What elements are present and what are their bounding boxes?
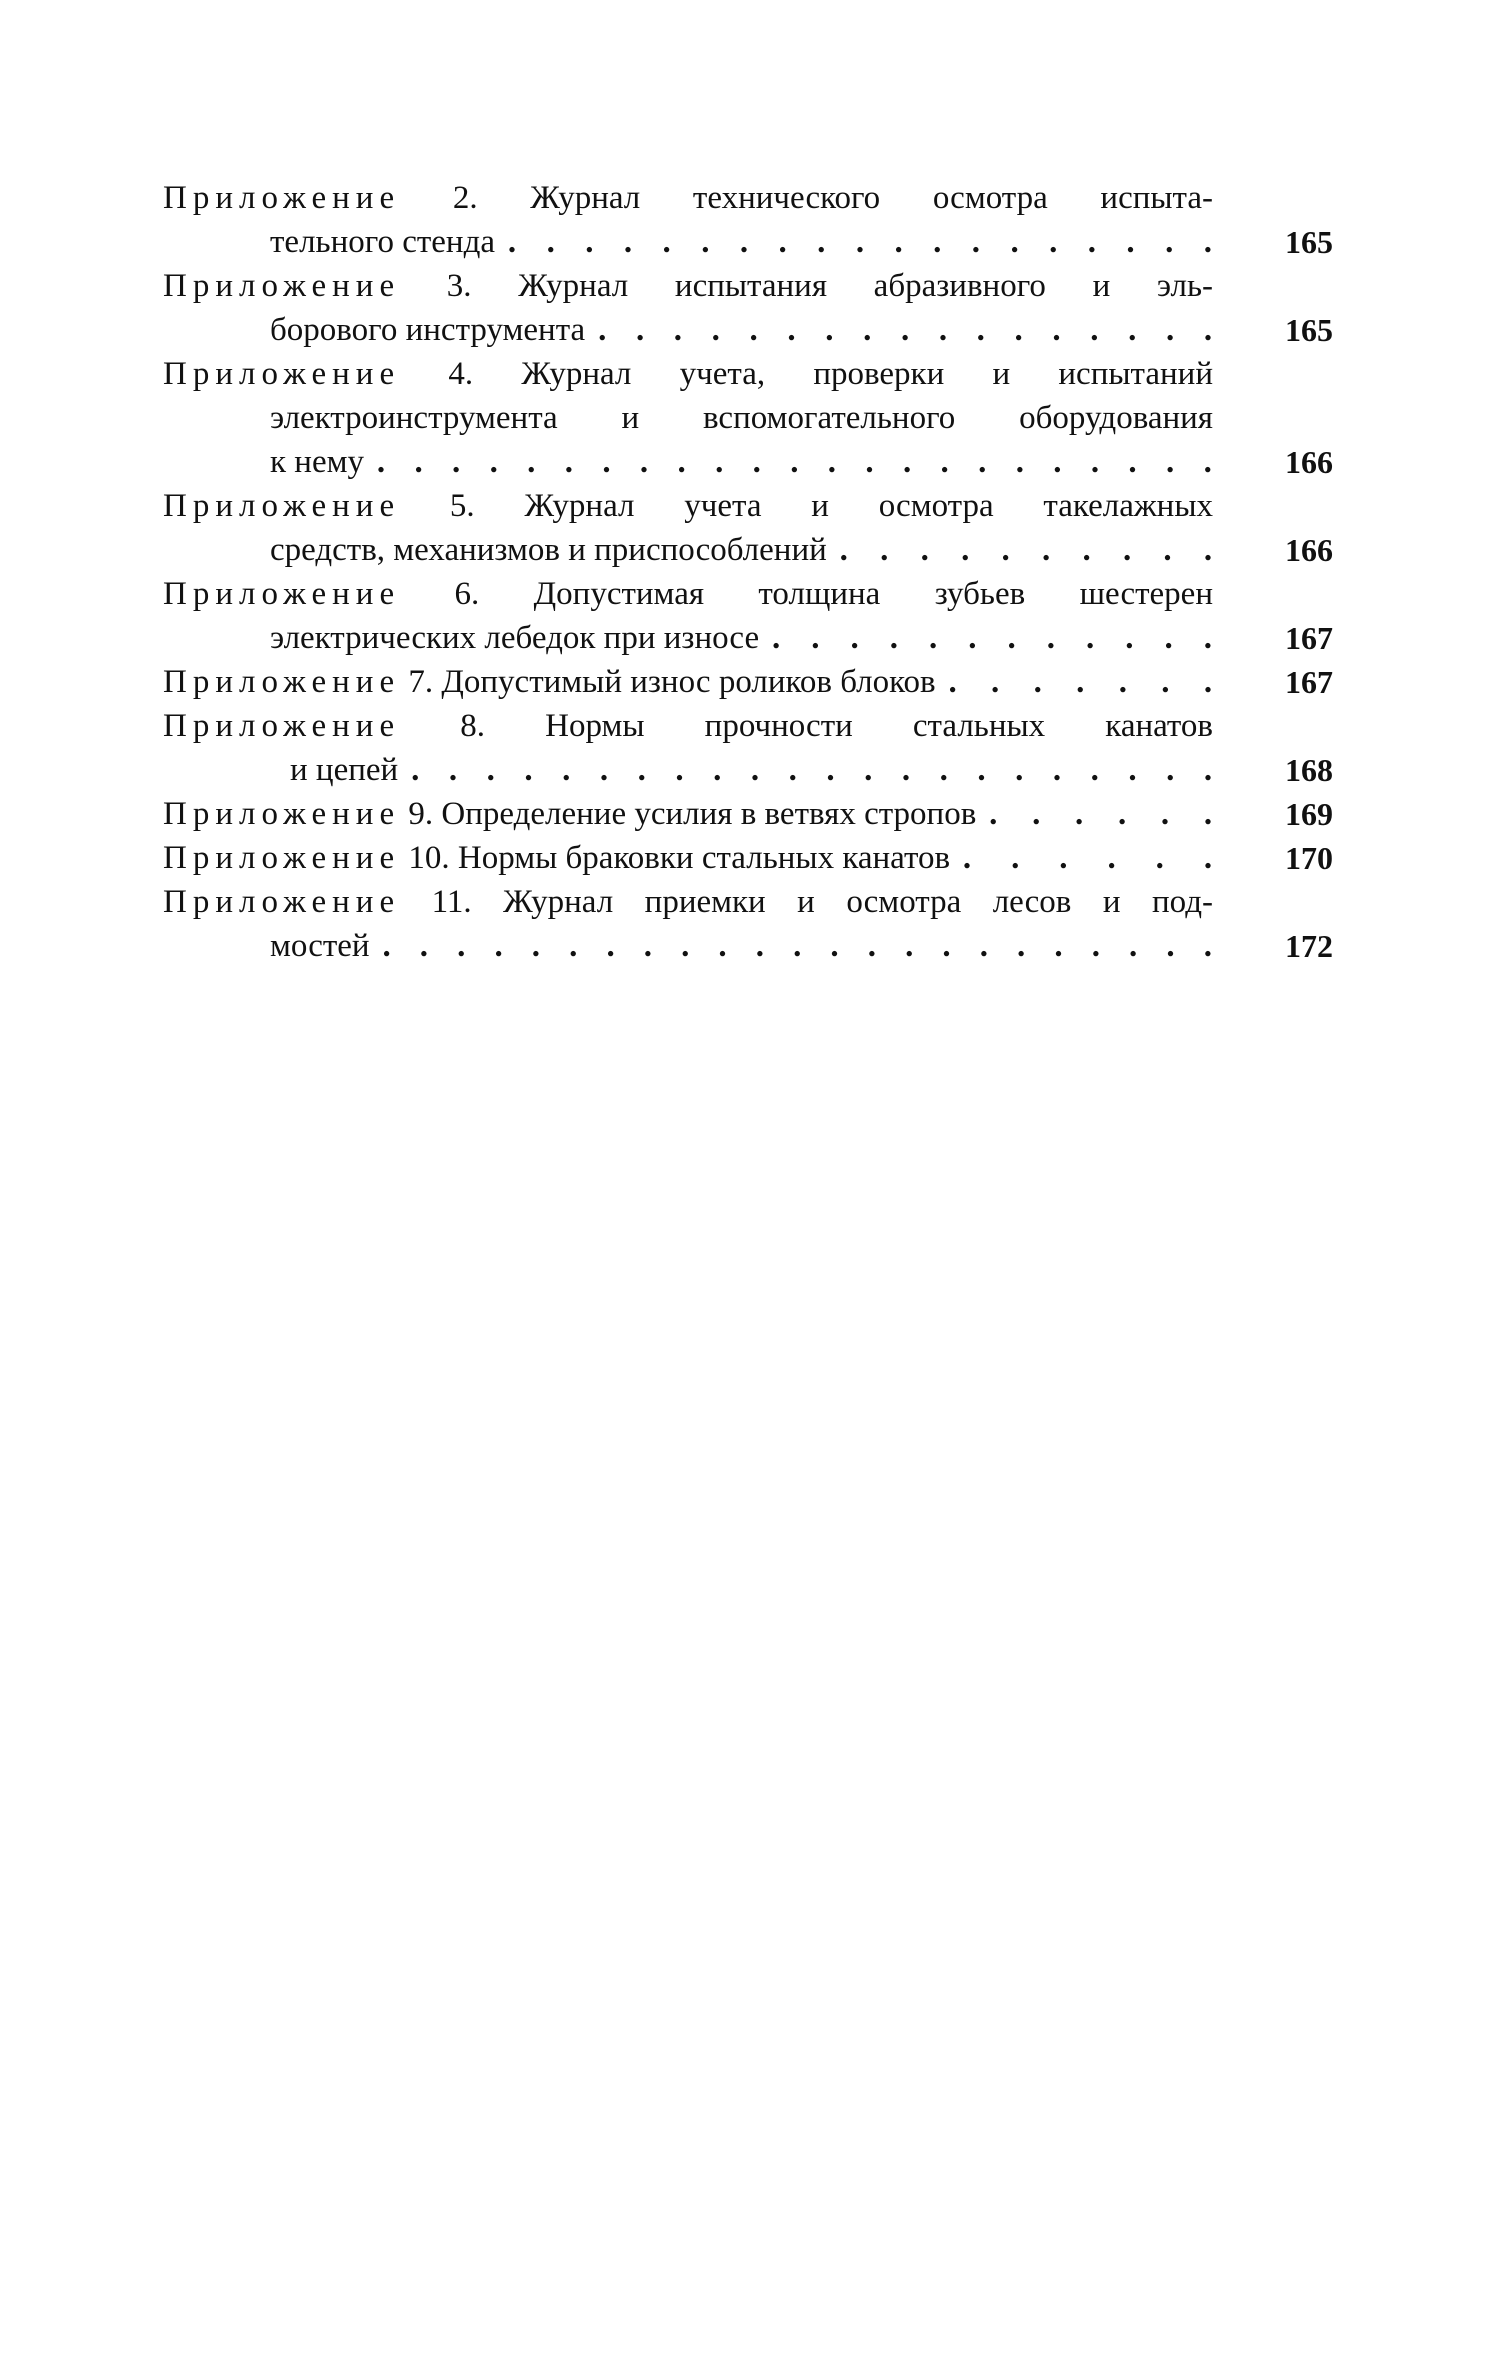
toc-entry-title-line: и цепей — [290, 752, 399, 788]
toc-page-number: 166 — [1285, 532, 1333, 568]
leader-dot: . — [1122, 532, 1132, 568]
leader-dot: . — [790, 444, 799, 480]
toc-entry-prefix: Приложение — [163, 796, 401, 832]
leader-dot: . — [1033, 664, 1042, 700]
leader-dot: . — [1082, 532, 1091, 568]
dot-leader — [382, 924, 1213, 968]
leader-dot: . — [376, 444, 386, 480]
toc-entry-prefix: Приложение — [163, 180, 401, 216]
leader-dot: . — [1165, 312, 1175, 348]
leader-dot: . — [1129, 928, 1138, 964]
toc-entry-title-line: 7. Допустимый износ роликов блоков — [408, 664, 936, 700]
leader-dot: . — [1090, 752, 1099, 788]
leader-dot: . — [839, 532, 848, 568]
toc-entry-prefix: Приложение — [163, 576, 401, 612]
leader-dot: . — [637, 752, 646, 788]
leader-dot: . — [1001, 532, 1010, 568]
leader-dot: . — [962, 840, 972, 876]
leader-dot: . — [1107, 840, 1116, 876]
leader-dot: . — [942, 928, 951, 964]
toc-page-number: 165 — [1285, 312, 1333, 348]
leader-dot: . — [894, 224, 903, 260]
leader-dot: . — [701, 224, 710, 260]
toc-entry-title-line: к нему — [270, 444, 364, 480]
toc-entry-appendix-2 — [163, 176, 1333, 264]
toc-entry-appendix-8 — [163, 704, 1333, 792]
leader-dot: . — [889, 620, 898, 656]
leader-dot: . — [457, 928, 466, 964]
leader-dot: . — [1053, 444, 1062, 480]
leader-dot: . — [920, 532, 929, 568]
toc-entry-title-line: 11. Журнал приемки и осмотра лесов и под- — [431, 884, 1213, 920]
leader-dot: . — [929, 620, 938, 656]
leader-dot: . — [639, 444, 649, 480]
toc-entry-appendix-7 — [163, 660, 1333, 704]
leader-dot: . — [1049, 224, 1058, 260]
leader-dot: . — [830, 928, 839, 964]
toc-entry-appendix-6 — [163, 572, 1333, 660]
leader-dot: . — [448, 752, 458, 788]
leader-dot: . — [855, 224, 865, 260]
leader-dot: . — [1128, 444, 1137, 480]
leader-dot: . — [817, 224, 826, 260]
leader-dot: . — [811, 620, 820, 656]
leader-dot: . — [494, 928, 503, 964]
toc-entry-prefix: Приложение — [163, 840, 401, 876]
leader-dot: . — [1059, 840, 1068, 876]
toc-entry-appendix-5 — [163, 484, 1333, 572]
toc-entry-title-line: электроинструмента и вспомогательного оборудования — [270, 400, 1213, 436]
leader-dot: . — [778, 224, 787, 260]
toc-entry-prefix: Приложение — [163, 488, 401, 524]
dot-leader — [839, 528, 1213, 572]
toc-page-number: 169 — [1285, 796, 1333, 832]
leader-dot: . — [677, 444, 686, 480]
leader-dot: . — [772, 620, 781, 656]
leader-dot: . — [825, 312, 834, 348]
leader-dot: . — [989, 796, 998, 832]
leader-dot: . — [546, 224, 555, 260]
leader-dot: . — [585, 224, 594, 260]
leader-dot: . — [1014, 312, 1023, 348]
leader-dot: . — [569, 928, 578, 964]
leader-dot: . — [961, 532, 970, 568]
toc-entry-appendix-4 — [163, 352, 1333, 484]
leader-dot: . — [681, 928, 690, 964]
toc-entry-title-line: электрических лебедок при износе — [270, 620, 760, 656]
leader-dot: . — [527, 444, 536, 480]
dot-leader — [988, 792, 1213, 836]
toc-page-number: 167 — [1285, 620, 1333, 656]
leader-dot: . — [643, 928, 653, 964]
dot-leader — [376, 440, 1213, 484]
toc-page-number: 165 — [1285, 224, 1333, 260]
leader-dot: . — [939, 752, 948, 788]
leader-dot: . — [902, 444, 912, 480]
leader-dot: . — [739, 224, 749, 260]
leader-dot: . — [991, 664, 1000, 700]
leader-dot: . — [1203, 664, 1213, 700]
leader-dot: . — [486, 752, 495, 788]
leader-dot: . — [713, 752, 722, 788]
leader-dot: . — [662, 224, 671, 260]
leader-dot: . — [1117, 796, 1127, 832]
leader-dot: . — [606, 928, 615, 964]
leader-dot: . — [507, 224, 517, 260]
leader-dot: . — [1128, 312, 1137, 348]
leader-dot: . — [787, 312, 796, 348]
leader-dot: . — [1203, 620, 1212, 656]
leader-dot: . — [940, 444, 949, 480]
leader-dot: . — [564, 444, 573, 480]
leader-dot: . — [752, 444, 761, 480]
leader-dot: . — [976, 312, 985, 348]
leader-dot: . — [1166, 752, 1175, 788]
toc-entry-appendix-3 — [163, 264, 1333, 352]
leader-dot: . — [865, 444, 874, 480]
toc-entry-title-line: 3. Журнал испытания абразивного и эль- — [446, 268, 1213, 304]
leader-dot: . — [1052, 312, 1061, 348]
leader-dot: . — [867, 928, 876, 964]
leader-dot: . — [1010, 224, 1019, 260]
leader-dot: . — [718, 928, 727, 964]
leader-dot: . — [1128, 752, 1137, 788]
toc-page-number: 172 — [1285, 928, 1333, 964]
leader-dot: . — [1203, 840, 1213, 876]
leader-dot: . — [599, 752, 609, 788]
leader-dot: . — [1007, 620, 1016, 656]
leader-dot: . — [602, 444, 611, 480]
leader-dot: . — [1163, 532, 1172, 568]
leader-dot: . — [793, 928, 802, 964]
leader-dot: . — [1161, 664, 1170, 700]
dot-leader — [948, 660, 1213, 704]
dot-leader — [597, 308, 1213, 352]
leader-dot: . — [414, 444, 423, 480]
leader-dot: . — [864, 752, 873, 788]
toc-entry-title-line: 2. Журнал технического осмотра испыта- — [452, 180, 1213, 216]
leader-dot: . — [850, 620, 859, 656]
leader-dot: . — [1011, 840, 1020, 876]
leader-dot: . — [968, 620, 977, 656]
leader-dot: . — [750, 752, 760, 788]
table-of-contents — [163, 176, 1333, 968]
leader-dot: . — [826, 752, 835, 788]
leader-dot: . — [1126, 224, 1135, 260]
leader-dot: . — [1086, 620, 1095, 656]
leader-dot: . — [673, 312, 683, 348]
leader-dot: . — [1075, 796, 1084, 832]
leader-dot: . — [755, 928, 764, 964]
leader-dot: . — [1076, 664, 1085, 700]
leader-dot: . — [1054, 928, 1063, 964]
leader-dot: . — [1090, 444, 1100, 480]
leader-dot: . — [827, 444, 837, 480]
toc-entry-title-line: 6. Допустимая толщина зубьев шестерен — [454, 576, 1213, 612]
leader-dot: . — [948, 664, 957, 700]
toc-page-number: 168 — [1285, 752, 1333, 788]
leader-dot: . — [452, 444, 461, 480]
leader-dot: . — [863, 312, 872, 348]
toc-entry-title-line: 8. Нормы прочности стальных канатов — [460, 708, 1213, 744]
dot-leader — [507, 220, 1213, 264]
leader-dot: . — [1160, 796, 1170, 832]
leader-dot: . — [562, 752, 571, 788]
toc-entry-title-line: средств, механизмов и приспособлений — [270, 532, 827, 568]
leader-dot: . — [905, 928, 914, 964]
toc-entry-prefix: Приложение — [163, 708, 401, 744]
leader-dot: . — [1203, 224, 1212, 260]
leader-dot: . — [971, 224, 981, 260]
leader-dot: . — [1203, 928, 1212, 964]
leader-dot: . — [489, 444, 498, 480]
leader-dot: . — [382, 928, 391, 964]
toc-page-number: 167 — [1285, 664, 1333, 700]
leader-dot: . — [1118, 664, 1127, 700]
leader-dot: . — [635, 312, 645, 348]
leader-dot: . — [715, 444, 724, 480]
leader-dot: . — [880, 532, 889, 568]
leader-dot: . — [675, 752, 684, 788]
leader-dot: . — [1166, 928, 1175, 964]
leader-dot: . — [1203, 752, 1213, 788]
leader-dot: . — [900, 312, 910, 348]
leader-dot: . — [1042, 532, 1051, 568]
toc-entry-prefix: Приложение — [163, 268, 401, 304]
toc-entry-title-line: борового инструмента — [270, 312, 586, 348]
toc-entry-prefix: Приложение — [163, 356, 401, 392]
leader-dot: . — [1203, 796, 1213, 832]
dot-leader — [771, 616, 1213, 660]
leader-dot: . — [1091, 928, 1100, 964]
toc-page-number: 166 — [1285, 444, 1333, 480]
leader-dot: . — [524, 752, 533, 788]
leader-dot: . — [711, 312, 720, 348]
leader-dot: . — [1164, 620, 1173, 656]
toc-page-number: 170 — [1285, 840, 1333, 876]
leader-dot: . — [1052, 752, 1062, 788]
leader-dot: . — [933, 224, 942, 260]
leader-dot: . — [1087, 224, 1096, 260]
leader-dot: . — [979, 928, 988, 964]
leader-dot: . — [1032, 796, 1041, 832]
leader-dot: . — [1015, 752, 1024, 788]
leader-dot: . — [1155, 840, 1164, 876]
leader-dot: . — [1125, 620, 1134, 656]
dot-leader — [410, 748, 1213, 792]
leader-dot: . — [901, 752, 911, 788]
leader-dot: . — [1203, 532, 1213, 568]
leader-dot: . — [411, 752, 420, 788]
leader-dot: . — [788, 752, 797, 788]
leader-dot: . — [1166, 444, 1175, 480]
toc-entry-title-line: 9. Определение усилия в ветвях стропов — [408, 796, 977, 832]
toc-entry-title-line: тельного стенда — [270, 224, 496, 260]
toc-entry-appendix-10 — [163, 836, 1333, 880]
leader-dot: . — [749, 312, 758, 348]
leader-dot: . — [938, 312, 948, 348]
leader-dot: . — [531, 928, 541, 964]
toc-entry-prefix: Приложение — [163, 664, 401, 700]
leader-dot: . — [1017, 928, 1026, 964]
toc-entry-title-line: 5. Журнал учета и осмотра такелажных — [449, 488, 1213, 524]
leader-dot: . — [1090, 312, 1099, 348]
leader-dot: . — [623, 224, 633, 260]
leader-dot: . — [978, 444, 987, 480]
leader-dot: . — [1015, 444, 1024, 480]
toc-entry-prefix: Приложение — [163, 884, 401, 920]
leader-dot: . — [1203, 312, 1213, 348]
dot-leader — [962, 836, 1213, 880]
leader-dot: . — [1203, 444, 1212, 480]
toc-entry-appendix-9 — [163, 792, 1333, 836]
toc-entry-appendix-11 — [163, 880, 1333, 968]
toc-entry-title-line: 4. Журнал учета, проверки и испытаний — [448, 356, 1213, 392]
leader-dot: . — [598, 312, 607, 348]
leader-dot: . — [1165, 224, 1174, 260]
leader-dot: . — [419, 928, 429, 964]
leader-dot: . — [1046, 620, 1055, 656]
toc-entry-title-line: 10. Нормы браковки стальных канатов — [408, 840, 951, 876]
leader-dot: . — [977, 752, 986, 788]
toc-entry-title-line: мостей — [270, 928, 370, 964]
